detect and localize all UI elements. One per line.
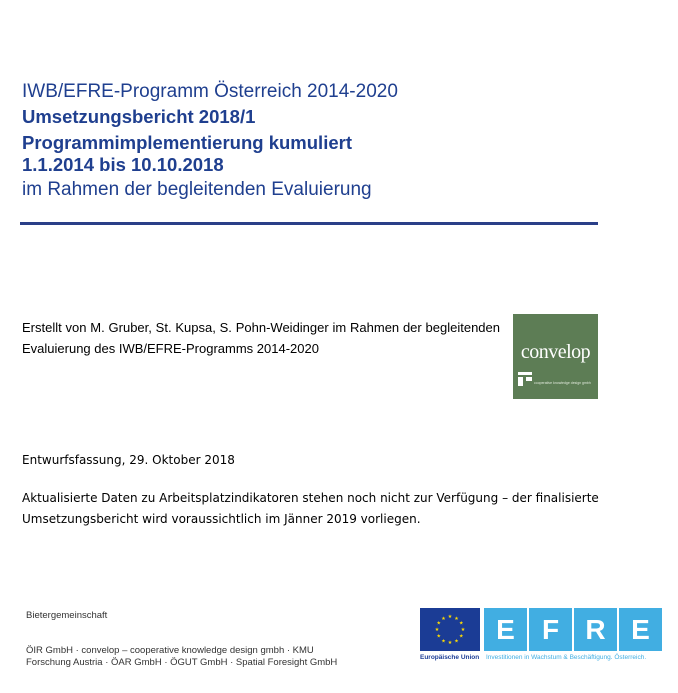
report-context: im Rahmen der begleitenden Evaluierung — [22, 179, 372, 200]
consortium-members — [26, 645, 406, 669]
convelop-logo — [513, 314, 598, 399]
convelop-mark-icon — [518, 372, 532, 386]
consortium-line-2: Forschung Austria · ÖAR GmbH · ÖGUT GmbH · Spatial Foresight GmbH — [26, 657, 338, 668]
eu-star-icon: ★ — [459, 633, 464, 640]
eu-star-icon: ★ — [447, 640, 453, 647]
efre-logo — [484, 608, 662, 651]
title-block — [22, 80, 602, 202]
eu-star-icon: ★ — [436, 633, 441, 640]
convelop-tagline: cooperative knowledge design gmbh — [534, 381, 591, 385]
efre-letter-tile: E — [484, 608, 527, 651]
efre-letter-tile: R — [574, 608, 617, 651]
eu-star-icon: ★ — [436, 620, 441, 627]
efre-letter-tile: F — [529, 608, 572, 651]
report-period: 1.1.2014 bis 10.10.2018 — [22, 154, 224, 175]
eu-star-icon: ★ — [454, 638, 459, 645]
bidder-consortium-label: Bietergemeinschaft — [26, 610, 108, 621]
eu-stars — [420, 608, 480, 651]
eu-star-icon: ★ — [447, 614, 453, 621]
efre-tagline: Investitionen in Wachstum & Beschäftigung. Österreich. — [486, 654, 647, 661]
eu-label: Europäische Union — [420, 654, 480, 661]
eu-star-icon: ★ — [434, 627, 440, 634]
report-subtitle: Programmimplementierung kumuliert — [22, 132, 352, 153]
authors-statement: Erstellt von M. Gruber, St. Kupsa, S. Pohn-Weidinger im Rahmen der begleitenden Evaluierung des IWB/EFRE-Programms 2014-2020 — [22, 320, 500, 356]
eu-star-icon: ★ — [460, 627, 466, 634]
eu-star-icon: ★ — [454, 615, 459, 622]
eu-star-icon: ★ — [459, 620, 464, 627]
draft-date: Entwurfsfassung, 29. Oktober 2018 — [22, 453, 235, 467]
title-divider — [20, 222, 598, 225]
report-title: Umsetzungsbericht 2018/1 — [22, 106, 256, 127]
eu-star-icon: ★ — [441, 615, 446, 622]
program-title: IWB/EFRE-Programm Österreich 2014-2020 — [22, 81, 398, 102]
convelop-logo-text: convelop — [520, 341, 591, 363]
eu-star-icon: ★ — [441, 638, 446, 645]
consortium-line-1: ÖIR GmbH · convelop – cooperative knowledge design gmbh · KMU — [26, 645, 314, 656]
efre-letter-tile: E — [619, 608, 662, 651]
data-availability-note: Aktualisierte Daten zu Arbeitsplatzindikatoren stehen noch nicht zur Verfügung – der finalisierte Umsetzungsbericht wird voraussichtlich im Jänner 2019 vorliegen. — [22, 491, 599, 526]
eu-flag-icon — [420, 608, 480, 651]
